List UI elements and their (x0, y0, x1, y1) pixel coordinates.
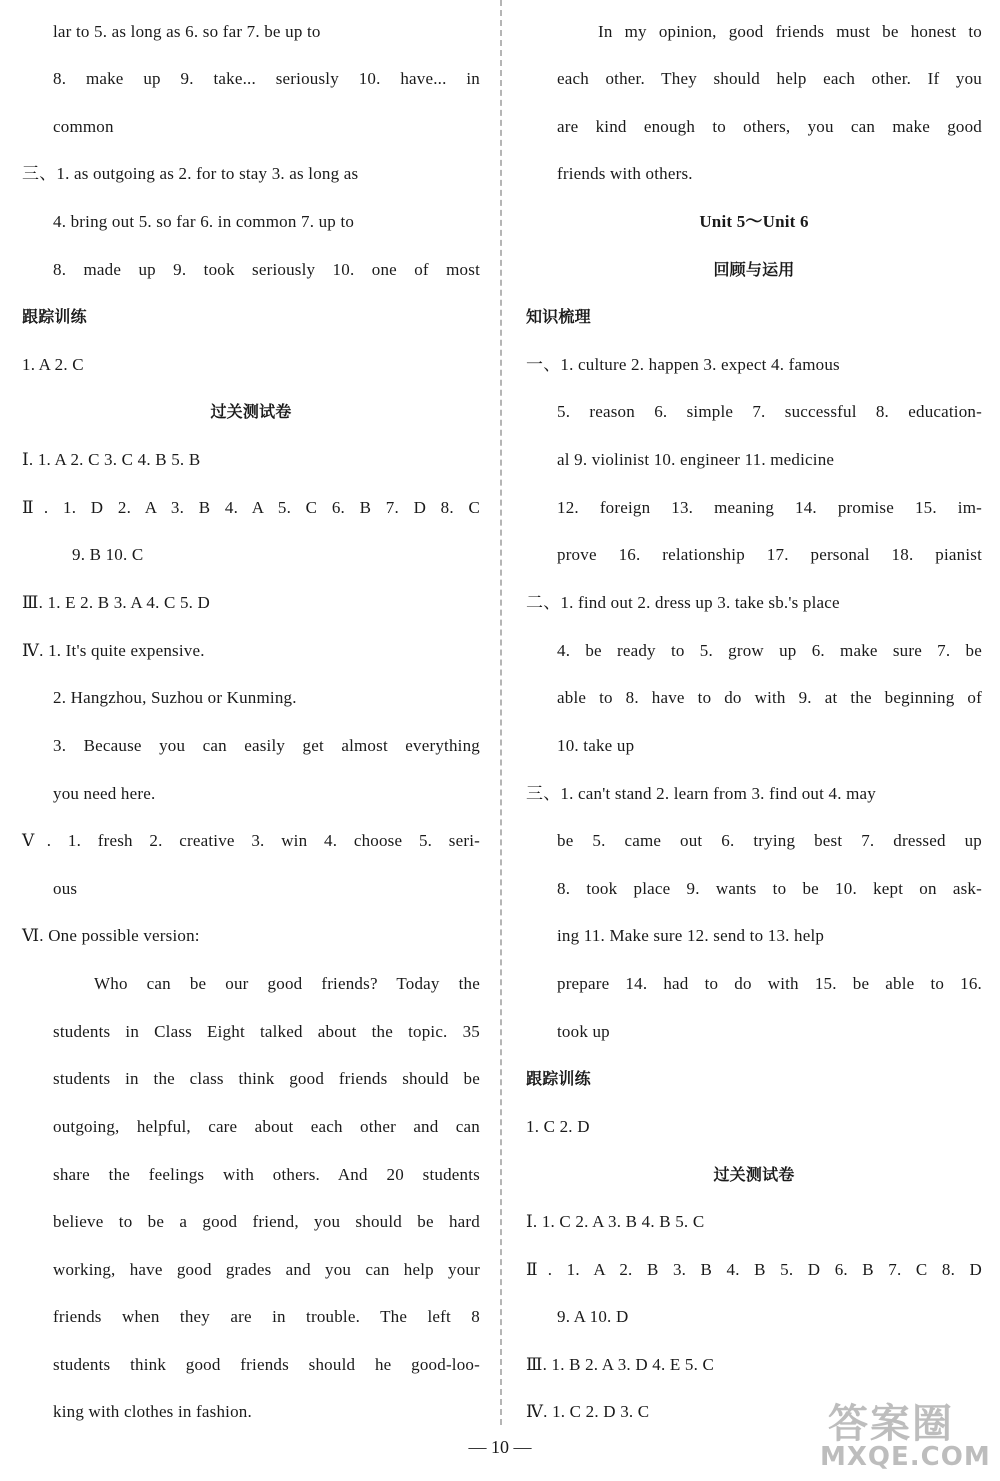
text-line: 三、1. can't stand 2. learn from 3. find out 4. may (526, 784, 876, 803)
section-heading: 知识梳理 (526, 307, 591, 326)
text-line: students in the class think good friends should be (53, 1069, 480, 1088)
text-line: 1. A 2. C (22, 355, 84, 374)
text-line: 8. made up 9. took seriously 10. one of most (53, 260, 480, 279)
column-divider (500, 0, 502, 1425)
text-line: 9. B 10. C (72, 545, 144, 564)
text-line: 二、1. find out 2. dress up 3. take sb.'s place (526, 593, 840, 612)
text-line: Ⅲ. 1. B 2. A 3. D 4. E 5. C (526, 1355, 715, 1374)
text-line: 12. foreign 13. meaning 14. promise 15. im- (557, 498, 982, 517)
text-line: ing 11. Make sure 12. send to 13. help (557, 926, 825, 945)
text-line: 1. C 2. D (526, 1117, 590, 1136)
text-line: prove 16. relationship 17. personal 18. pianist (557, 545, 982, 564)
section-title: 过关测试卷 (713, 1165, 795, 1184)
text-line: 4. bring out 5. so far 6. in common 7. up to (53, 212, 355, 231)
text-line: Ⅰ. 1. C 2. A 3. B 4. B 5. C (526, 1212, 705, 1231)
text-line: In my opinion, good friends must be honest to (598, 22, 982, 41)
text-line: 10. take up (557, 736, 635, 755)
text-line: students think good friends should he good-loo- (53, 1355, 480, 1374)
text-line: 8. make up 9. take... seriously 10. have... in (53, 69, 480, 88)
text-line: 2. Hangzhou, Suzhou or Kunming. (53, 688, 297, 707)
text-line: Ⅰ. 1. A 2. C 3. C 4. B 5. B (22, 450, 201, 469)
section-title: 过关测试卷 (210, 402, 292, 421)
text-line: are kind enough to others, you can make good (557, 117, 982, 136)
section-title: 回顾与运用 (713, 260, 795, 279)
text-line: working, have good grades and you can help your (53, 1260, 480, 1279)
page-number: — 10 — (468, 1437, 532, 1457)
text-line: Who can be our good friends? Today the (94, 974, 480, 993)
text-line: Ⅲ. 1. E 2. B 3. A 4. C 5. D (22, 593, 211, 612)
text-line: Ⅳ. 1. It's quite expensive. (22, 641, 205, 660)
section-heading: 跟踪训练 (22, 307, 87, 326)
unit-title: Unit 5～Unit 6 (699, 212, 809, 231)
text-line: king with clothes in fashion. (53, 1402, 252, 1421)
text-line: Ⅱ. 1. A 2. B 3. B 4. B 5. D 6. B 7. C 8. D (526, 1260, 982, 1279)
text-line: Ⅴ. 1. fresh 2. creative 3. win 4. choose 5. seri- (22, 831, 480, 850)
text-line: students in Class Eight talked about the topic. 35 (53, 1022, 480, 1041)
text-line: you need here. (53, 784, 156, 803)
text-line: able to 8. have to do with 9. at the beginning of (557, 688, 982, 707)
text-line: al 9. violinist 10. engineer 11. medicine (557, 450, 835, 469)
text-line: prepare 14. had to do with 15. be able to 16. (557, 974, 982, 993)
text-line: 一、1. culture 2. happen 3. expect 4. famous (526, 355, 840, 374)
text-line: 9. A 10. D (557, 1307, 629, 1326)
text-line: Ⅱ. 1. D 2. A 3. B 4. A 5. C 6. B 7. D 8. C (22, 498, 480, 517)
text-line: 3. Because you can easily get almost everything (53, 736, 480, 755)
text-line: be 5. came out 6. trying best 7. dressed up (557, 831, 982, 850)
watermark-text: 答案圈 (828, 1401, 954, 1447)
text-line: Ⅵ. One possible version: (22, 926, 200, 945)
text-line: took up (557, 1022, 610, 1041)
watermark-url: MXQE.COM (820, 1442, 991, 1472)
text-line: Ⅳ. 1. C 2. D 3. C (526, 1402, 650, 1421)
text-line: share the feelings with others. And 20 students (53, 1165, 480, 1184)
text-line: friends when they are in trouble. The left 8 (53, 1307, 480, 1326)
section-heading: 跟踪训练 (526, 1069, 591, 1088)
text-line: 4. be ready to 5. grow up 6. make sure 7. be (557, 641, 982, 660)
text-line: common (53, 117, 114, 136)
text-line: outgoing, helpful, care about each other and can (53, 1117, 480, 1136)
text-line: ous (53, 879, 78, 898)
text-line: lar to 5. as long as 6. so far 7. be up to (53, 22, 321, 41)
text-line: believe to be a good friend, you should be hard (53, 1212, 480, 1231)
text-line: 8. took place 9. wants to be 10. kept on ask- (557, 879, 982, 898)
text-line: each other. They should help each other. If you (557, 69, 982, 88)
text-line: 5. reason 6. simple 7. successful 8. education- (557, 402, 982, 421)
text-line: 三、1. as outgoing as 2. for to stay 3. as long as (22, 164, 359, 183)
watermark-logo (820, 1392, 995, 1477)
text-line: friends with others. (557, 164, 693, 183)
